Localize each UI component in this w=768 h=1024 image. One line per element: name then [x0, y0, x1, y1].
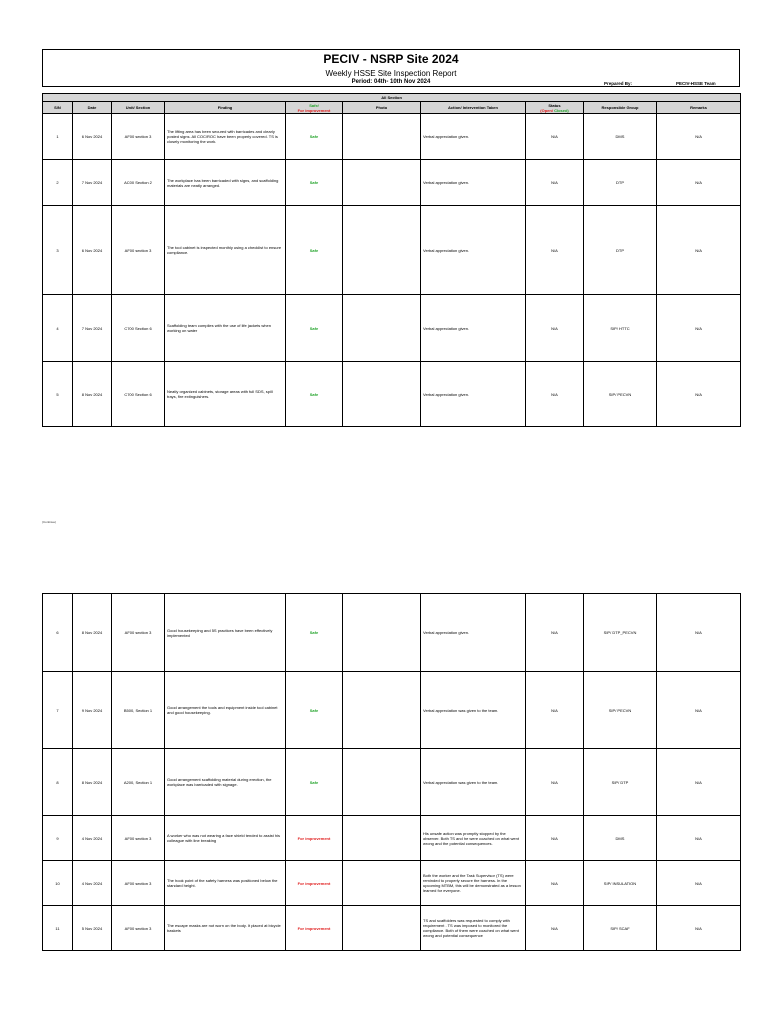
cell-sn: 5: [43, 362, 73, 427]
cell-date: 5 Nov 2024: [73, 906, 112, 951]
table-row: [43, 114, 741, 160]
cell-sn: 9: [43, 816, 73, 861]
cell-status: N/A: [526, 594, 584, 672]
cell-date: 9 Nov 2024: [73, 672, 112, 749]
col-sn: S/N: [43, 102, 73, 114]
cell-result: Safe: [286, 362, 343, 427]
col-photo: Photo: [343, 102, 421, 114]
col-date: Date: [73, 102, 112, 114]
cell-finding: The escape masks are not worn on the body. It placed at bicycle baskets: [165, 906, 286, 951]
cell-unit: C700 Section 6: [112, 295, 165, 362]
cell-unit: B500, Section 1: [112, 672, 165, 749]
photo-thumbnail: [343, 816, 421, 861]
page-marker: (Continue): [42, 520, 57, 524]
cell-action: Verbal appreciation given.: [421, 206, 526, 295]
cell-unit: AF00 section 3: [112, 906, 165, 951]
inspection-table-2: [42, 593, 741, 951]
report-subtitle: Weekly HSSE Site Inspection Report: [325, 69, 457, 78]
cell-date: 8 Nov 2024: [73, 362, 112, 427]
cell-group: DMS: [584, 816, 657, 861]
cell-result: For improvement: [286, 906, 343, 951]
cell-status: N/A: [526, 906, 584, 951]
table-row: [43, 206, 741, 295]
cell-sn: 6: [43, 594, 73, 672]
cell-group: SIP/ DTP: [584, 749, 657, 816]
cell-group: SIP/ INSULATION: [584, 861, 657, 906]
cell-finding: The lifting area has been secured with barricades and clearly posted signs. All COC/ROC have been properly covered. TS is closely monitoring the work.: [165, 114, 286, 160]
col-result: [286, 102, 343, 114]
cell-action: Verbal appreciation given.: [421, 594, 526, 672]
cell-unit: AF00 section 3: [112, 206, 165, 295]
photo-thumbnail: [343, 160, 421, 206]
cell-status: N/A: [526, 672, 584, 749]
cell-group: DTP: [584, 206, 657, 295]
cell-result: Safe: [286, 672, 343, 749]
cell-result: Safe: [286, 206, 343, 295]
cell-unit: AF00 section 3: [112, 816, 165, 861]
cell-remarks: N/A: [657, 906, 741, 951]
cell-result: Safe: [286, 160, 343, 206]
cell-group: DTP: [584, 160, 657, 206]
report-title: PECIV - NSRP Site 2024: [323, 52, 459, 66]
cell-status: N/A: [526, 160, 584, 206]
cell-remarks: N/A: [657, 160, 741, 206]
col-group: Responsible Group: [584, 102, 657, 114]
cell-remarks: N/A: [657, 672, 741, 749]
cell-result: Safe: [286, 749, 343, 816]
photo-thumbnail: [343, 594, 421, 672]
cell-action: His unsafe action was promptly stopped by the observer. Both TS and he were coached on what went wrong and the potential consequences.: [421, 816, 526, 861]
section-title: All Section: [43, 94, 741, 102]
cell-sn: 3: [43, 206, 73, 295]
cell-group: SIP/ PECVN: [584, 672, 657, 749]
cell-result: For improvement: [286, 816, 343, 861]
cell-remarks: N/A: [657, 114, 741, 160]
col-unit: Unit/ Section: [112, 102, 165, 114]
photo-thumbnail: [343, 749, 421, 816]
table-row: [43, 160, 741, 206]
col-status-label: Status: [548, 102, 561, 108]
cell-date: 6 Nov 2024: [73, 206, 112, 295]
cell-sn: 2: [43, 160, 73, 206]
cell-group: DMS: [584, 114, 657, 160]
prepared-by-label: Prepared By:: [604, 81, 633, 86]
inspection-table-1: [42, 93, 741, 427]
col-remarks: Remarks: [657, 102, 741, 114]
table-row: [43, 672, 741, 749]
cell-finding: A worker who was not wearing a face shield tended to assist his colleague with line breaking: [165, 816, 286, 861]
photo-thumbnail: [343, 672, 421, 749]
photo-thumbnail: [343, 362, 421, 427]
col-status: [526, 102, 584, 114]
cell-remarks: N/A: [657, 861, 741, 906]
cell-finding: The workplace has been barricaded with signs, and scaffolding materials are neatly arranged.: [165, 160, 286, 206]
cell-finding: The tool cabinet is inspected monthly using a checklist to ensure compliance.: [165, 206, 286, 295]
cell-unit: AC00 Section 2: [112, 160, 165, 206]
cell-finding: Good arrangement scaffolding material during erection, the workplace was barricaded with signage.: [165, 749, 286, 816]
photo-thumbnail: [343, 114, 421, 160]
cell-remarks: N/A: [657, 594, 741, 672]
table-row: [43, 906, 741, 951]
cell-date: 7 Nov 2024: [73, 160, 112, 206]
cell-group: SIP/ PECVN: [584, 362, 657, 427]
cell-action: Verbal appreciation given.: [421, 160, 526, 206]
cell-status: N/A: [526, 295, 584, 362]
report-period: Period: 04th- 10th Nov 2024: [351, 79, 431, 85]
cell-group: SIP/ HTTC: [584, 295, 657, 362]
cell-finding: Good arrangement the tools and equipment inside tool cabinet and good housekeeping.: [165, 672, 286, 749]
cell-finding: The hook point of the safety harness was positioned below the standard height.: [165, 861, 286, 906]
cell-action: Verbal appreciation given.: [421, 295, 526, 362]
col-finding: Finding: [165, 102, 286, 114]
report-header: [42, 49, 740, 87]
cell-action: Verbal appreciation given.: [421, 362, 526, 427]
cell-date: 8 Nov 2024: [73, 749, 112, 816]
cell-unit: C700 Section 6: [112, 362, 165, 427]
cell-unit: A200, Section 1: [112, 749, 165, 816]
cell-status: N/A: [526, 206, 584, 295]
col-status-open: (Open/: [540, 107, 553, 113]
cell-remarks: N/A: [657, 295, 741, 362]
table-row: [43, 749, 741, 816]
cell-sn: 10: [43, 861, 73, 906]
cell-result: For improvement: [286, 861, 343, 906]
photo-thumbnail: [343, 206, 421, 295]
cell-sn: 1: [43, 114, 73, 160]
col-safe-label: Safe/: [309, 102, 319, 108]
cell-unit: AF00 section 3: [112, 594, 165, 672]
cell-action: Verbal appreciation was given to the team.: [421, 749, 526, 816]
cell-status: N/A: [526, 816, 584, 861]
cell-unit: AF00 section 3: [112, 861, 165, 906]
cell-sn: 7: [43, 672, 73, 749]
cell-group: SIP/ DTP_PECVN: [584, 594, 657, 672]
cell-remarks: N/A: [657, 362, 741, 427]
cell-action: Verbal appreciation given.: [421, 114, 526, 160]
table-row: [43, 295, 741, 362]
table-row: [43, 861, 741, 906]
cell-action: Both the worker and the Task Supervisor (TS) were reminded to properly secure the harness. In the upcoming MTBM, this will be demonstrated as a lesson learned for everyone.: [421, 861, 526, 906]
cell-date: 7 Nov 2024: [73, 295, 112, 362]
cell-date: 8 Nov 2024: [73, 594, 112, 672]
cell-status: N/A: [526, 362, 584, 427]
cell-status: N/A: [526, 861, 584, 906]
photo-thumbnail: [343, 906, 421, 951]
table-row: [43, 594, 741, 672]
prepared-by-value: PECIV-HSSE Team: [676, 81, 716, 86]
cell-finding: Good housekeeping and 5S practices have been effectively implemented: [165, 594, 286, 672]
cell-result: Safe: [286, 114, 343, 160]
cell-finding: Neatly organized cabinets, storage areas with full SDS, spill trays, fire extinguishers.: [165, 362, 286, 427]
cell-date: 6 Nov 2024: [73, 114, 112, 160]
cell-status: N/A: [526, 114, 584, 160]
cell-result: Safe: [286, 594, 343, 672]
cell-status: N/A: [526, 749, 584, 816]
cell-action: TS and scaffolders was requested to comply with requirement . TS was imposed to monitored the compliance. Both of them were coached on what went wrong and potential consequence: [421, 906, 526, 951]
cell-unit: AF00 section 3: [112, 114, 165, 160]
table-row: [43, 362, 741, 427]
col-action: Action/ Intervention Taken: [421, 102, 526, 114]
cell-remarks: N/A: [657, 749, 741, 816]
col-status-closed: Closed): [554, 107, 569, 113]
cell-date: 4 Nov 2024: [73, 816, 112, 861]
cell-remarks: N/A: [657, 206, 741, 295]
table-row: [43, 816, 741, 861]
cell-sn: 11: [43, 906, 73, 951]
photo-thumbnail: [343, 295, 421, 362]
cell-result: Safe: [286, 295, 343, 362]
cell-finding: Scaffolding team complies with the use of life jackets when working on water: [165, 295, 286, 362]
cell-sn: 4: [43, 295, 73, 362]
cell-sn: 8: [43, 749, 73, 816]
col-improvement-label: For improvement: [297, 107, 331, 113]
cell-action: Verbal appreciation was given to the team.: [421, 672, 526, 749]
cell-group: SIP/ SCAF: [584, 906, 657, 951]
cell-date: 4 Nov 2024: [73, 861, 112, 906]
photo-thumbnail: [343, 861, 421, 906]
cell-remarks: N/A: [657, 816, 741, 861]
